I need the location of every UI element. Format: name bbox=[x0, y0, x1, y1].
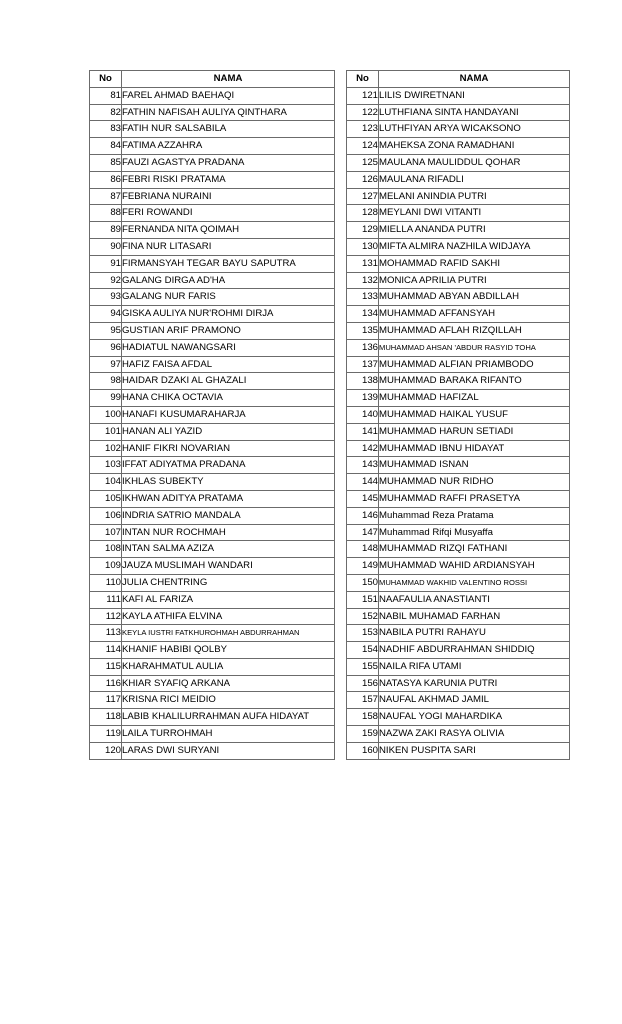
student-name: FAUZI AGASTYA PRADANA bbox=[122, 154, 335, 171]
table-row bbox=[90, 625, 335, 642]
row-number: 123 bbox=[347, 121, 379, 138]
row-number: 118 bbox=[90, 709, 122, 726]
table-row bbox=[347, 658, 570, 675]
table-row bbox=[90, 390, 335, 407]
table-row bbox=[90, 675, 335, 692]
table-row bbox=[347, 104, 570, 121]
student-name: KAYLA ATHIFA ELVINA bbox=[122, 608, 335, 625]
row-number: 146 bbox=[347, 507, 379, 524]
table-row bbox=[347, 171, 570, 188]
row-number: 101 bbox=[90, 423, 122, 440]
row-number: 107 bbox=[90, 524, 122, 541]
student-name: NIKEN PUSPITA SARI bbox=[379, 742, 570, 759]
student-name: KRISNA RICI MEIDIO bbox=[122, 692, 335, 709]
student-name: NADHIF ABDURRAHMAN SHIDDIQ bbox=[379, 642, 570, 659]
row-number: 132 bbox=[347, 272, 379, 289]
row-number: 97 bbox=[90, 356, 122, 373]
table-row bbox=[347, 238, 570, 255]
row-number: 157 bbox=[347, 692, 379, 709]
row-number: 111 bbox=[90, 591, 122, 608]
row-number: 83 bbox=[90, 121, 122, 138]
student-name: KEYLA IUSTRI FATKHUROHMAH ABDURRAHMAN bbox=[122, 625, 335, 642]
row-number: 103 bbox=[90, 457, 122, 474]
table-row bbox=[90, 87, 335, 104]
student-name: MUHAMMAD HAIKAL YUSUF bbox=[379, 406, 570, 423]
table-row bbox=[90, 322, 335, 339]
table-row bbox=[347, 373, 570, 390]
roster-table-left bbox=[89, 70, 335, 760]
row-number: 87 bbox=[90, 188, 122, 205]
column-header-no: No bbox=[347, 71, 379, 88]
student-name: KAFI AL FARIZA bbox=[122, 591, 335, 608]
table-row bbox=[90, 658, 335, 675]
student-name: FEBRIANA NURAINI bbox=[122, 188, 335, 205]
table-row bbox=[90, 138, 335, 155]
student-name: MOHAMMAD RAFID SAKHI bbox=[379, 255, 570, 272]
student-name: FINA NUR LITASARI bbox=[122, 238, 335, 255]
row-number: 135 bbox=[347, 322, 379, 339]
student-name: FATIMA AZZAHRA bbox=[122, 138, 335, 155]
table-row bbox=[347, 406, 570, 423]
table-row bbox=[90, 524, 335, 541]
student-name: MIFTA ALMIRA NAZHILA WIDJAYA bbox=[379, 238, 570, 255]
table-row bbox=[347, 322, 570, 339]
student-name: INTAN SALMA AZIZA bbox=[122, 541, 335, 558]
row-number: 152 bbox=[347, 608, 379, 625]
table-row bbox=[347, 675, 570, 692]
student-name: MONICA APRILIA PUTRI bbox=[379, 272, 570, 289]
student-name: FEBRI RISKI PRATAMA bbox=[122, 171, 335, 188]
table-row bbox=[347, 289, 570, 306]
table-row bbox=[347, 154, 570, 171]
student-name: MUHAMMAD ISNAN bbox=[379, 457, 570, 474]
student-name: KHANIF HABIBI QOLBY bbox=[122, 642, 335, 659]
table-row bbox=[90, 423, 335, 440]
table-row bbox=[347, 457, 570, 474]
row-number: 105 bbox=[90, 490, 122, 507]
row-number: 125 bbox=[347, 154, 379, 171]
table-row bbox=[347, 440, 570, 457]
student-name: MELANI ANINDIA PUTRI bbox=[379, 188, 570, 205]
row-number: 122 bbox=[347, 104, 379, 121]
row-number: 131 bbox=[347, 255, 379, 272]
student-name: HADIATUL NAWANGSARI bbox=[122, 339, 335, 356]
row-number: 119 bbox=[90, 726, 122, 743]
student-name: GALANG NUR FARIS bbox=[122, 289, 335, 306]
table-row bbox=[90, 558, 335, 575]
row-number: 148 bbox=[347, 541, 379, 558]
row-number: 121 bbox=[347, 87, 379, 104]
table-row bbox=[347, 625, 570, 642]
row-number: 95 bbox=[90, 322, 122, 339]
row-number: 140 bbox=[347, 406, 379, 423]
table-row bbox=[347, 188, 570, 205]
table-row bbox=[90, 205, 335, 222]
table-row bbox=[90, 406, 335, 423]
row-number: 136 bbox=[347, 339, 379, 356]
row-number: 141 bbox=[347, 423, 379, 440]
table-row bbox=[90, 373, 335, 390]
row-number: 153 bbox=[347, 625, 379, 642]
student-name: MUHAMMAD RIZQI FATHANI bbox=[379, 541, 570, 558]
table-row bbox=[90, 642, 335, 659]
student-name: HAIDAR DZAKI AL GHAZALI bbox=[122, 373, 335, 390]
table-row bbox=[347, 339, 570, 356]
row-number: 130 bbox=[347, 238, 379, 255]
table-row bbox=[347, 356, 570, 373]
row-number: 134 bbox=[347, 306, 379, 323]
row-number: 100 bbox=[90, 406, 122, 423]
student-name: FERI ROWANDI bbox=[122, 205, 335, 222]
table-row bbox=[90, 440, 335, 457]
roster-body-right bbox=[347, 87, 570, 759]
row-number: 96 bbox=[90, 339, 122, 356]
student-name: HANAN ALI YAZID bbox=[122, 423, 335, 440]
student-name: FERNANDA NITA QOIMAH bbox=[122, 222, 335, 239]
column-header-no: No bbox=[90, 71, 122, 88]
student-name: HANIF FIKRI NOVARIAN bbox=[122, 440, 335, 457]
table-row bbox=[90, 726, 335, 743]
student-name: NABILA PUTRI RAHAYU bbox=[379, 625, 570, 642]
student-name: MUHAMMAD RAFFI PRASETYA bbox=[379, 490, 570, 507]
student-name: LILIS DWIRETNANI bbox=[379, 87, 570, 104]
student-name: MEYLANI DWI VITANTI bbox=[379, 205, 570, 222]
table-row bbox=[90, 474, 335, 491]
row-number: 124 bbox=[347, 138, 379, 155]
student-name: HANAFI KUSUMARAHARJA bbox=[122, 406, 335, 423]
row-number: 142 bbox=[347, 440, 379, 457]
table-row bbox=[347, 87, 570, 104]
header-row bbox=[347, 71, 570, 88]
table-row bbox=[347, 591, 570, 608]
row-number: 93 bbox=[90, 289, 122, 306]
row-number: 137 bbox=[347, 356, 379, 373]
student-name: NABIL MUHAMAD FARHAN bbox=[379, 608, 570, 625]
row-number: 84 bbox=[90, 138, 122, 155]
row-number: 85 bbox=[90, 154, 122, 171]
student-name: LABIB KHALILURRAHMAN AUFA HIDAYAT bbox=[122, 709, 335, 726]
roster-table-right bbox=[346, 70, 570, 760]
table-row bbox=[347, 222, 570, 239]
row-number: 127 bbox=[347, 188, 379, 205]
table-row bbox=[90, 692, 335, 709]
table-row bbox=[347, 692, 570, 709]
table-row bbox=[90, 356, 335, 373]
row-number: 106 bbox=[90, 507, 122, 524]
student-name: LARAS DWI SURYANI bbox=[122, 742, 335, 759]
student-name: GALANG DIRGA AD'HA bbox=[122, 272, 335, 289]
student-name: HAFIZ FAISA AFDAL bbox=[122, 356, 335, 373]
table-row bbox=[347, 205, 570, 222]
student-name: MUHAMMAD WAKHID VALENTINO ROSSI bbox=[379, 574, 570, 591]
row-number: 114 bbox=[90, 642, 122, 659]
table-row bbox=[347, 524, 570, 541]
student-name: MUHAMMAD HARUN SETIADI bbox=[379, 423, 570, 440]
row-number: 126 bbox=[347, 171, 379, 188]
table-row bbox=[90, 490, 335, 507]
student-name: MUHAMMAD NUR RIDHO bbox=[379, 474, 570, 491]
row-number: 158 bbox=[347, 709, 379, 726]
row-number: 113 bbox=[90, 625, 122, 642]
student-name: IKHWAN ADITYA PRATAMA bbox=[122, 490, 335, 507]
row-number: 129 bbox=[347, 222, 379, 239]
row-number: 133 bbox=[347, 289, 379, 306]
table-row bbox=[90, 507, 335, 524]
student-name: FAREL AHMAD BAEHAQI bbox=[122, 87, 335, 104]
student-name: LAILA TURROHMAH bbox=[122, 726, 335, 743]
table-row bbox=[90, 709, 335, 726]
table-row bbox=[90, 742, 335, 759]
table-row bbox=[347, 558, 570, 575]
row-number: 128 bbox=[347, 205, 379, 222]
student-name: MUHAMMAD HAFIZAL bbox=[379, 390, 570, 407]
row-number: 115 bbox=[90, 658, 122, 675]
student-name: Muhammad Reza Pratama bbox=[379, 507, 570, 524]
row-number: 159 bbox=[347, 726, 379, 743]
student-name: NATASYA KARUNIA PUTRI bbox=[379, 675, 570, 692]
row-number: 117 bbox=[90, 692, 122, 709]
table-row bbox=[347, 574, 570, 591]
row-number: 150 bbox=[347, 574, 379, 591]
roster-body-left bbox=[90, 87, 335, 759]
student-name: GISKA AULIYA NUR'ROHMI DIRJA bbox=[122, 306, 335, 323]
table-row bbox=[90, 154, 335, 171]
row-number: 149 bbox=[347, 558, 379, 575]
table-row bbox=[90, 272, 335, 289]
row-number: 92 bbox=[90, 272, 122, 289]
table-row bbox=[90, 255, 335, 272]
student-name: MUHAMMAD WAHID ARDIANSYAH bbox=[379, 558, 570, 575]
student-name: INDRIA SATRIO MANDALA bbox=[122, 507, 335, 524]
student-name: FATHIN NAFISAH AULIYA QINTHARA bbox=[122, 104, 335, 121]
table-row bbox=[347, 423, 570, 440]
row-number: 98 bbox=[90, 373, 122, 390]
row-number: 160 bbox=[347, 742, 379, 759]
row-number: 90 bbox=[90, 238, 122, 255]
student-name: IFFAT ADIYATMA PRADANA bbox=[122, 457, 335, 474]
table-row bbox=[90, 457, 335, 474]
row-number: 109 bbox=[90, 558, 122, 575]
table-row bbox=[90, 121, 335, 138]
student-name: MUHAMMAD AFFANSYAH bbox=[379, 306, 570, 323]
table-row bbox=[90, 104, 335, 121]
student-name: MUHAMMAD AHSAN 'ABDUR RASYID TOHA bbox=[379, 339, 570, 356]
row-number: 86 bbox=[90, 171, 122, 188]
table-row bbox=[90, 339, 335, 356]
row-number: 151 bbox=[347, 591, 379, 608]
row-number: 104 bbox=[90, 474, 122, 491]
row-number: 156 bbox=[347, 675, 379, 692]
row-number: 139 bbox=[347, 390, 379, 407]
row-number: 94 bbox=[90, 306, 122, 323]
table-row bbox=[347, 709, 570, 726]
row-number: 108 bbox=[90, 541, 122, 558]
column-header-nama: NAMA bbox=[122, 71, 335, 88]
table-row bbox=[90, 222, 335, 239]
student-name: MUHAMMAD BARAKA RIFANTO bbox=[379, 373, 570, 390]
student-name: LUTHFIYAN ARYA WICAKSONO bbox=[379, 121, 570, 138]
column-header-nama: NAMA bbox=[379, 71, 570, 88]
row-number: 144 bbox=[347, 474, 379, 491]
row-number: 138 bbox=[347, 373, 379, 390]
row-number: 147 bbox=[347, 524, 379, 541]
student-name: LUTHFIANA SINTA HANDAYANI bbox=[379, 104, 570, 121]
student-name: FATIH NUR SALSABILA bbox=[122, 121, 335, 138]
row-number: 155 bbox=[347, 658, 379, 675]
row-number: 82 bbox=[90, 104, 122, 121]
student-name: MUHAMMAD ABYAN ABDILLAH bbox=[379, 289, 570, 306]
student-name: MUHAMMAD AFLAH RIZQILLAH bbox=[379, 322, 570, 339]
row-number: 145 bbox=[347, 490, 379, 507]
row-number: 120 bbox=[90, 742, 122, 759]
table-row bbox=[347, 642, 570, 659]
row-number: 91 bbox=[90, 255, 122, 272]
row-number: 116 bbox=[90, 675, 122, 692]
table-row bbox=[90, 591, 335, 608]
row-number: 110 bbox=[90, 574, 122, 591]
student-name: MIELLA ANANDA PUTRI bbox=[379, 222, 570, 239]
student-name: JULIA CHENTRING bbox=[122, 574, 335, 591]
table-row bbox=[347, 255, 570, 272]
table-row bbox=[347, 121, 570, 138]
table-row bbox=[90, 608, 335, 625]
student-name: MUHAMMAD IBNU HIDAYAT bbox=[379, 440, 570, 457]
row-number: 88 bbox=[90, 205, 122, 222]
student-name: NAUFAL AKHMAD JAMIL bbox=[379, 692, 570, 709]
student-name: GUSTIAN ARIF PRAMONO bbox=[122, 322, 335, 339]
table-row bbox=[90, 289, 335, 306]
header-row bbox=[90, 71, 335, 88]
table-row bbox=[90, 541, 335, 558]
student-name: NAAFAULIA ANASTIANTI bbox=[379, 591, 570, 608]
table-row bbox=[347, 490, 570, 507]
table-row bbox=[347, 138, 570, 155]
student-name: NAZWA ZAKI RASYA OLIVIA bbox=[379, 726, 570, 743]
table-row bbox=[90, 171, 335, 188]
student-name: NAUFAL YOGI MAHARDIKA bbox=[379, 709, 570, 726]
row-number: 81 bbox=[90, 87, 122, 104]
student-name: HANA CHIKA OCTAVIA bbox=[122, 390, 335, 407]
table-row bbox=[347, 390, 570, 407]
student-name: FIRMANSYAH TEGAR BAYU SAPUTRA bbox=[122, 255, 335, 272]
table-row bbox=[90, 188, 335, 205]
student-name: NAILA RIFA UTAMI bbox=[379, 658, 570, 675]
student-name: KHIAR SYAFIQ ARKANA bbox=[122, 675, 335, 692]
table-row bbox=[90, 574, 335, 591]
student-name: JAUZA MUSLIMAH WANDARI bbox=[122, 558, 335, 575]
table-row bbox=[347, 272, 570, 289]
table-row bbox=[347, 474, 570, 491]
table-row bbox=[347, 306, 570, 323]
row-number: 102 bbox=[90, 440, 122, 457]
student-name: Muhammad Rifqi Musyaffa bbox=[379, 524, 570, 541]
student-name: INTAN NUR ROCHMAH bbox=[122, 524, 335, 541]
row-number: 89 bbox=[90, 222, 122, 239]
row-number: 143 bbox=[347, 457, 379, 474]
table-row bbox=[347, 507, 570, 524]
table-row bbox=[90, 238, 335, 255]
student-name: MAHEKSA ZONA RAMADHANI bbox=[379, 138, 570, 155]
row-number: 99 bbox=[90, 390, 122, 407]
student-name: MAULANA RIFADLI bbox=[379, 171, 570, 188]
row-number: 112 bbox=[90, 608, 122, 625]
student-name: KHARAHMATUL AULIA bbox=[122, 658, 335, 675]
table-row bbox=[347, 608, 570, 625]
student-name: IKHLAS SUBEKTY bbox=[122, 474, 335, 491]
table-row bbox=[347, 742, 570, 759]
student-name: MUHAMMAD ALFIAN PRIAMBODO bbox=[379, 356, 570, 373]
table-row bbox=[347, 541, 570, 558]
row-number: 154 bbox=[347, 642, 379, 659]
table-row bbox=[347, 726, 570, 743]
student-name: MAULANA MAULIDDUL QOHAR bbox=[379, 154, 570, 171]
table-row bbox=[90, 306, 335, 323]
